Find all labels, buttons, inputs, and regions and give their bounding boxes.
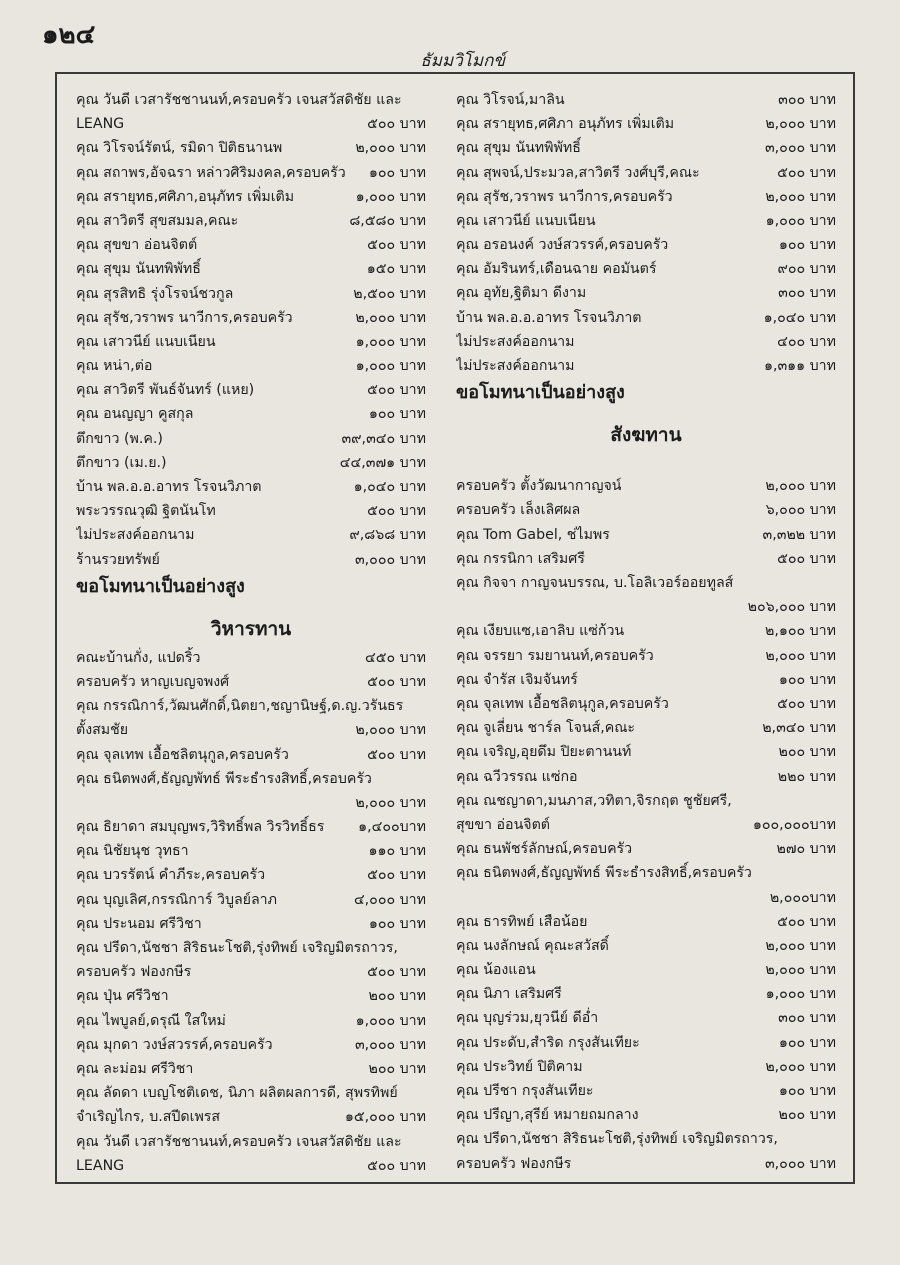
donor-row xyxy=(76,330,426,354)
donor-name: คุณ สรายุทธ,ศศิภา,อนุภัทร เพิ่มเติม xyxy=(76,188,295,205)
donor-amount: ๒,๐๐๐ บาท xyxy=(765,962,836,979)
donor-amount: ๒,๐๐๐ บาท xyxy=(765,1058,836,1075)
donor-name: คุณ หน่า,ต่อ xyxy=(76,358,153,375)
donor-row xyxy=(456,692,836,716)
donor-amount: ๕๐๐ บาท xyxy=(367,673,426,690)
donor-row xyxy=(456,1152,836,1176)
donor-amount: ๒,๕๐๐ บาท xyxy=(353,285,426,302)
donor-name: คุณ ธนิตพงศ์,ธัญญพัทธ์ พีระธำรงสิทธิ์,ครอบครัว xyxy=(76,770,372,787)
donor-row xyxy=(76,112,426,136)
donor-row xyxy=(76,523,426,547)
donor-amount: ๓,๐๐๐ บาท xyxy=(354,551,426,568)
donor-name: คุณ บวรรัตน์ คำภีระ,ครอบครัว xyxy=(76,867,266,884)
donor-amount: ๑๐๐ บาท xyxy=(778,1034,836,1051)
donor-amount: ๕๐๐ บาท xyxy=(777,913,836,930)
donor-row xyxy=(76,136,426,160)
donor-amount: ๑๐๐ บาท xyxy=(368,915,426,932)
donor-name: คุณ ปรีดา,นัชชา สิริธนะโชติ,รุ่งทิพย์ เจริญมิตรถาวร, xyxy=(456,1131,778,1148)
donor-name: พระวรรณวุฒิ ฐิตนันโท xyxy=(76,503,216,520)
donor-name: คุณ ปรีญา,สุรีย์ หมายถมกลาง xyxy=(456,1107,639,1124)
donor-row xyxy=(456,982,836,1006)
donor-row xyxy=(456,498,836,522)
donor-amount: ๕๐๐ บาท xyxy=(367,746,426,763)
donor-row xyxy=(76,185,426,209)
donor-amount: ๔๐๐ บาท xyxy=(777,333,836,350)
donor-amount: ๕๐๐ บาท xyxy=(777,695,836,712)
donor-name: คุณ ละม่อม ศรีวิชา xyxy=(76,1061,194,1077)
donor-row xyxy=(456,185,836,209)
donor-amount: ๒๐๖,๐๐๐ บาท xyxy=(747,599,836,616)
donor-name: คุณ กรรณิการ์,วัฒนศักดิ์,นิตยา,ชญานิษฐ์,ด.ญ.วรันธร xyxy=(76,698,404,715)
donor-amount: ๒,๐๐๐ บาท xyxy=(355,140,426,157)
donor-amount: ๓๙,๓๔๐ บาท xyxy=(341,430,426,447)
donor-name: ไม่ประสงค์ออกนาม xyxy=(76,527,195,544)
donor-row xyxy=(456,740,836,764)
donor-amount: ๑๕,๐๐๐ บาท xyxy=(344,1109,426,1126)
donor-name: คุณ อรอนงค์ วงษ์สวรรค์,ครอบครัว xyxy=(456,237,669,254)
donor-row xyxy=(76,960,426,984)
donor-name: ครอบครัว หาญเบญจพงศ์ xyxy=(76,673,230,690)
right-donor-list-2 xyxy=(456,474,836,1176)
donor-row xyxy=(76,1057,426,1081)
donor-name: บ้าน พล.อ.อ.อาทร โรจนวิภาต xyxy=(76,479,262,495)
donor-amount: ๓,๓๒๒ บาท xyxy=(762,526,836,543)
donor-amount: ๑๐๐ บาท xyxy=(368,406,426,423)
page-number: ๑๒๔ xyxy=(42,20,96,50)
donor-amount: ๑,๐๐๐ บาท xyxy=(355,1012,426,1029)
donor-row xyxy=(76,257,426,281)
donor-name: ครอบครัว ตั้งวัฒนากาญจน์ xyxy=(456,478,622,495)
donor-name: คุณ ปรีดา,นัชชา สิริธนะโชติ,รุ่งทิพย์ เจริญมิตรถาวร, xyxy=(76,940,398,957)
donor-name: คุณ ลัดดา เบญโชติเดช, นิภา ผลิตผลการดี, สุพรทิพย์ xyxy=(76,1085,398,1102)
donor-amount: ๑๐๐,๐๐๐บาท xyxy=(752,816,836,833)
donor-row xyxy=(456,523,836,547)
donor-row xyxy=(456,474,836,498)
donor-amount: ๔๕๐ บาท xyxy=(365,649,426,666)
right-donor-list xyxy=(456,88,836,378)
donor-amount: ๕๐๐ บาท xyxy=(367,1157,426,1174)
donor-amount: ๙๐๐ บาท xyxy=(777,261,836,278)
donor-amount: ๕๐๐ บาท xyxy=(367,237,426,254)
donor-amount: ๓,๐๐๐ บาท xyxy=(354,1036,426,1053)
donor-name: คุณ มุกดา วงษ์สวรรค์,ครอบครัว xyxy=(76,1036,273,1053)
donor-name: คุณ นิภา เสริมศรี xyxy=(456,986,562,1003)
donor-name: คุณ สุขุม นันทพิพัทธิ์ xyxy=(456,140,581,157)
donor-row xyxy=(76,646,426,670)
donor-row xyxy=(76,864,426,888)
donor-name: คุณ อุทัย,ฐิติมา ดีงาม xyxy=(456,285,587,302)
donor-amount: ๕๐๐ บาท xyxy=(367,867,426,884)
donor-amount: ๒๐๐ บาท xyxy=(368,988,426,1005)
donor-name: คุณ เสาวนีย์ แนบเนียน xyxy=(76,333,216,350)
donor-amount: ๒๐๐ บาท xyxy=(368,1061,426,1077)
donor-name: บ้าน พล.อ.อ.อาทร โรจนวิภาต xyxy=(456,309,642,326)
right-column xyxy=(456,88,836,1176)
donor-amount: ๑,๔๐๐บาท xyxy=(358,819,426,836)
donor-name: ครอบครัว ฟองกษีร xyxy=(456,1155,572,1172)
donor-amount: ๘,๕๘๐ บาท xyxy=(349,212,426,229)
donor-row xyxy=(76,670,426,694)
section-title: สังฆทาน xyxy=(610,424,682,447)
donor-row xyxy=(76,451,426,475)
donor-name: ไม่ประสงค์ออกนาม xyxy=(456,358,575,375)
donor-row xyxy=(456,837,836,861)
donor-row xyxy=(76,378,426,402)
donor-amount: ๒๗๐ บาท xyxy=(776,841,836,858)
donor-row xyxy=(456,934,836,958)
donor-name: คุณ จำรัส เจิมจันทร์ xyxy=(456,671,578,688)
donor-name: คุณ นิชัยนุช วุทธา xyxy=(76,843,189,860)
donor-name: คุณ บุญร่วม,ยุวนีย์ ดีอ่ำ xyxy=(456,1010,599,1027)
donor-name: คุณ สุขุม นันทพิพัทธิ์ xyxy=(76,261,201,278)
donor-amount: ๑๐๐ บาท xyxy=(778,1083,836,1099)
donor-name: สุขขา อ่อนจิตต์ xyxy=(456,816,551,833)
donor-row xyxy=(456,1031,836,1055)
donor-name: คุณ จุลเทพ เอื้อชลิตนุกูล,ครอบครัว xyxy=(76,746,289,763)
donor-name: คุณ เสาวนีย์ แนบเนียน xyxy=(456,212,596,229)
donor-amount: ๑,๐๐๐ บาท xyxy=(355,358,426,375)
donor-amount: ๑,๐๔๐ บาท xyxy=(353,479,426,495)
donor-row xyxy=(456,306,836,330)
donor-name: ร้านรวยทรัพย์ xyxy=(76,551,160,568)
donor-amount: ๑๐๐ บาท xyxy=(778,237,836,254)
donor-amount: ๕๐๐ บาท xyxy=(367,503,426,520)
donor-name: คุณ กรรนิกา เสริมศรี xyxy=(456,550,585,567)
donor-row xyxy=(76,815,426,839)
donor-row xyxy=(456,716,836,740)
donor-name: จำเริญไกร, บ.สปีดเพรส xyxy=(76,1109,221,1126)
donor-name: ครอบครัว เล็งเลิศผล xyxy=(456,502,581,519)
donor-row xyxy=(456,619,836,643)
donor-row xyxy=(456,1079,836,1103)
donor-amount: ๒,๑๐๐ บาท xyxy=(764,623,836,640)
donor-row xyxy=(456,354,836,378)
donor-name: คุณ ธนิตพงศ์,ธัญญพัทธ์ พีระธำรงสิทธิ์,ครอบครัว xyxy=(456,865,752,882)
donor-name: คุณ นงลักษณ์ คุณะสวัสดิ์ xyxy=(456,937,609,954)
donor-amount: ๕๐๐ บาท xyxy=(367,116,426,133)
left-donor-list-2 xyxy=(76,646,426,1178)
donor-amount: ๑๕๐ บาท xyxy=(366,261,426,278)
donor-amount: ๔,๐๐๐ บาท xyxy=(353,891,426,908)
thanks-heading: ขอโมทนาเป็นอย่างสูง xyxy=(76,575,245,597)
donor-name: คุณ น้องแอน xyxy=(456,962,536,979)
donor-row xyxy=(456,209,836,233)
donor-amount: ๓,๐๐๐ บาท xyxy=(764,140,836,157)
donor-row xyxy=(456,257,836,281)
donor-row xyxy=(76,402,426,426)
donor-amount: ๓๐๐ บาท xyxy=(778,1010,836,1027)
donor-amount: ๙,๘๖๘ บาท xyxy=(349,527,426,544)
donor-name: คุณ กิจจา กาญจนบรรณ, บ.โอลิเวอร์ออยทูลส์ xyxy=(456,575,734,591)
donor-row xyxy=(456,88,836,112)
donor-amount: ๒,๐๐๐ บาท xyxy=(765,116,836,133)
donor-name: ตึกขาว (พ.ค.) xyxy=(76,430,163,447)
donor-amount: ๒,๐๐๐ บาท xyxy=(355,309,426,326)
donor-row xyxy=(456,765,836,789)
donor-name: คุณ จูเลี่ยน ชาร์ล โจนส์,คณะ xyxy=(456,720,636,737)
donor-name: คุณ อนญญา คูสกุล xyxy=(76,406,194,423)
donor-amount: ๒๐๐ บาท xyxy=(778,744,836,761)
donor-amount: ๑,๓๑๑ บาท xyxy=(763,358,836,375)
donor-name: คุณ บุญเลิศ,กรรณิการ์ วิบูลย์ลาภ xyxy=(76,891,277,908)
donor-row xyxy=(456,1103,836,1127)
donor-amount: ๕๐๐ บาท xyxy=(777,550,836,567)
donor-row xyxy=(76,306,426,330)
donor-name: คุณ ปรีชา กรุงสันเทียะ xyxy=(456,1083,594,1099)
donor-amount: ๒,๐๐๐บาท xyxy=(769,889,836,906)
donor-row xyxy=(456,136,836,160)
donor-amount: ๑๑๐ บาท xyxy=(368,843,426,860)
donor-name: คุณ ฉวีวรรณ แซ่กอ xyxy=(456,768,578,785)
donor-row xyxy=(456,282,836,306)
donor-amount: ๒,๐๐๐ บาท xyxy=(765,188,836,205)
donor-amount: ๓๐๐ บาท xyxy=(778,91,836,108)
donor-amount: ๑๐๐ บาท xyxy=(368,164,426,181)
donor-name: คุณ วันดี เวสารัชชานนท์,ครอบครัว เจนสวัสดิชัย และ xyxy=(76,92,402,108)
donor-name: คุณ อัมรินทร์,เดือนฉาย คอมันตร์ xyxy=(456,261,657,278)
donor-row xyxy=(456,547,836,571)
donor-amount: ๑,๐๔๐ บาท xyxy=(763,309,836,326)
thanks-heading: ขอโมทนาเป็นอย่างสูง xyxy=(456,382,625,404)
donor-name: คุณ วิโรจน์รัตน์, รมิดา ปิติธนานพ xyxy=(76,140,283,157)
donor-row xyxy=(456,161,836,185)
donor-name: คุณ ธารทิพย์ เสือน้อย xyxy=(456,913,588,930)
section-title: วิหารทาน xyxy=(210,617,292,640)
donor-row xyxy=(76,718,426,742)
donor-row xyxy=(76,1009,426,1033)
donor-row xyxy=(456,1055,836,1079)
donor-name: คณะบ้านกั่ง, แปดริ้ว xyxy=(76,649,201,666)
donor-amount: ๑,๐๐๐ บาท xyxy=(765,212,836,229)
donor-row xyxy=(76,912,426,936)
donor-name: คุณ สุรัช,วราพร นาวีการ,ครอบครัว xyxy=(456,188,673,205)
donor-row xyxy=(76,984,426,1008)
donor-row xyxy=(456,813,836,837)
donor-name: คุณ สุรสิทธิ รุ่งโรจน์ชวกูล xyxy=(76,285,234,302)
donor-name: คุณ สุรัช,วราพร นาวีการ,ครอบครัว xyxy=(76,309,293,326)
donor-name: คุณ ประนอม ศรีวิชา xyxy=(76,915,202,932)
donor-name: คุณ ไพบูลย์,ดรุณี ใสใหม่ xyxy=(76,1012,226,1029)
donor-row xyxy=(456,644,836,668)
donor-amount: ๑,๐๐๐ บาท xyxy=(355,333,426,350)
donor-row xyxy=(76,499,426,523)
donor-name: คุณ ประวิทย์ ปิติคาม xyxy=(456,1058,583,1075)
donor-name: ไม่ประสงค์ออกนาม xyxy=(456,333,575,350)
donor-row xyxy=(456,330,836,354)
donor-amount: ๒,๓๔๐ บาท xyxy=(762,720,836,737)
donor-name: คุณ สรายุทธ,ศศิภา อนุภัทร เพิ่มเติม xyxy=(456,116,675,133)
donor-row xyxy=(456,1006,836,1030)
donor-row xyxy=(76,1105,426,1129)
donor-name: คุณ จรรยา รมยานนท์,ครอบครัว xyxy=(456,647,654,664)
donor-row xyxy=(76,161,426,185)
running-header: ธัมมวิโมกข์ xyxy=(420,51,505,71)
donor-name: คุณ สาวิตรี สุขสมมล,คณะ xyxy=(76,212,239,229)
donor-amount: ๑,๐๐๐ บาท xyxy=(765,986,836,1003)
donor-amount: ๒,๐๐๐ บาท xyxy=(355,794,426,811)
donor-amount: ๒,๐๐๐ บาท xyxy=(765,937,836,954)
donor-name: คุณ สถาพร,อัจฉรา หล่าวศิริมงคล,ครอบครัว xyxy=(76,164,346,181)
donor-row xyxy=(76,233,426,257)
donor-row xyxy=(76,209,426,233)
donor-row xyxy=(76,1154,426,1178)
donor-name: ตึกขาว (เม.ย.) xyxy=(76,454,167,471)
donor-row xyxy=(456,668,836,692)
donor-name: คุณ ธิยาดา สมบุญพร,วิริทธิ์พล วิรวิทธิ์ธร xyxy=(76,819,325,836)
donor-amount: ๒๐๐ บาท xyxy=(778,1107,836,1124)
donor-name: คุณ ธนพัชร์ลักษณ์,ครอบครัว xyxy=(456,841,633,858)
donor-row xyxy=(76,282,426,306)
donor-row xyxy=(76,839,426,863)
donor-row xyxy=(76,354,426,378)
donor-row xyxy=(76,888,426,912)
left-donor-list xyxy=(76,88,426,572)
donor-amount: ๒,๐๐๐ บาท xyxy=(355,722,426,739)
donor-name: คุณ สาวิตรี พันธ์จันทร์ (แหย) xyxy=(76,382,255,399)
donor-amount: ๒,๐๐๐ บาท xyxy=(765,478,836,495)
donor-row xyxy=(456,112,836,136)
donor-name: ตั้งสมชัย xyxy=(76,722,129,739)
donor-amount: ๕๐๐ บาท xyxy=(777,164,836,181)
donor-amount: ๔๔,๓๗๑ บาท xyxy=(339,454,426,471)
donor-name: คุณ จุลเทพ เอื้อชลิตนุกูล,ครอบครัว xyxy=(456,695,669,712)
donor-row xyxy=(76,548,426,572)
donor-name: ครอบครัว ฟองกษีร xyxy=(76,964,192,981)
donor-name: คุณ ปุ่น ศรีวิชา xyxy=(76,988,169,1005)
donor-name: LEANG xyxy=(76,116,125,133)
donor-amount: ๖,๐๐๐ บาท xyxy=(765,502,836,519)
donor-amount: ๓๐๐ บาท xyxy=(778,285,836,302)
donor-row xyxy=(76,475,426,499)
donor-name: คุณ เงียบแซ,เอาลิบ แซ่ก้วน xyxy=(456,623,625,640)
donor-name: คุณ วันดี เวสารัชชานนท์,ครอบครัว เจนสวัสดิชัย และ xyxy=(76,1133,402,1150)
donor-row xyxy=(76,1033,426,1057)
donor-name: คุณ ณชญาดา,มนภาส,วทิตา,จิรกฤต ชูชัยศรี, xyxy=(456,792,732,809)
donor-amount: ๒๒๐ บาท xyxy=(777,768,836,785)
donor-name: คุณ วิโรจน์,มาลิน xyxy=(456,91,565,108)
donor-name: คุณ เจริญ,อุยดึม ปิยะตานนท์ xyxy=(456,744,632,761)
donor-name: LEANG xyxy=(76,1157,125,1174)
donor-name: คุณ ประดับ,สำริด กรุงสันเทียะ xyxy=(456,1034,640,1051)
donor-name: คุณ สุขขา อ่อนจิตต์ xyxy=(76,237,198,254)
donor-amount: ๕๐๐ บาท xyxy=(367,964,426,981)
donor-name: คุณ สุพจน์,ประมวล,สาวิตรี วงศ์บุรี,คณะ xyxy=(456,164,700,181)
donor-row xyxy=(76,427,426,451)
donor-amount: ๑๐๐ บาท xyxy=(778,671,836,688)
donor-amount: ๓,๐๐๐ บาท xyxy=(764,1155,836,1172)
donor-row xyxy=(456,910,836,934)
donor-amount: ๒,๐๐๐ บาท xyxy=(765,647,836,664)
donor-row xyxy=(456,958,836,982)
donor-amount: ๑,๐๐๐ บาท xyxy=(355,188,426,205)
donor-row xyxy=(456,233,836,257)
donor-amount: ๕๐๐ บาท xyxy=(367,382,426,399)
donor-row xyxy=(76,743,426,767)
donor-name: คุณ Tom Gabel, ช่ไมพร xyxy=(456,526,610,543)
left-column xyxy=(76,88,426,1178)
